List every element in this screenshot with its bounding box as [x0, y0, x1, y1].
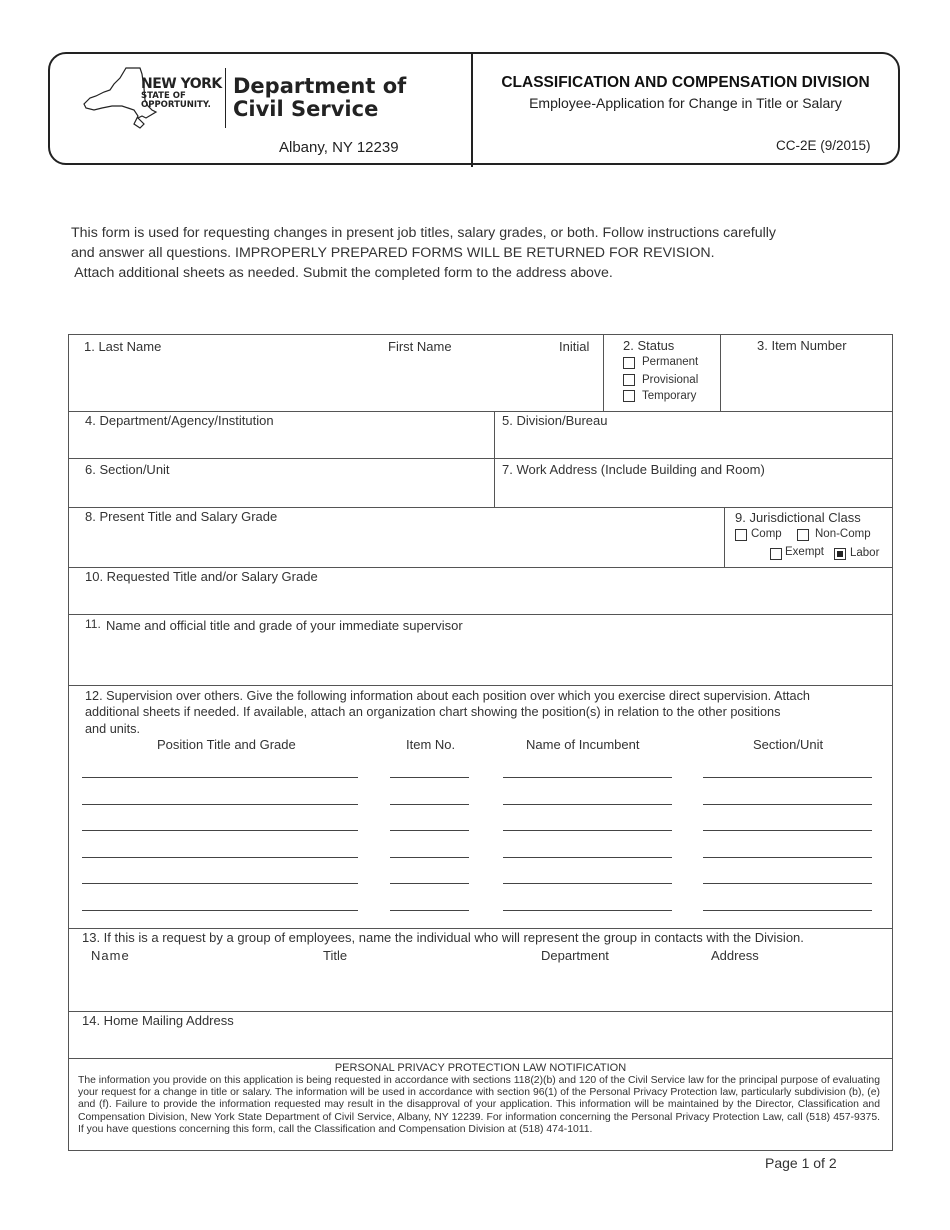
- jur-noncomp-checkbox[interactable]: [797, 529, 809, 541]
- section-label: 6. Section/Unit: [85, 462, 170, 477]
- row-divider-7: [68, 928, 893, 929]
- group-name-label: Name: [91, 948, 130, 963]
- supervision-incumbent-line[interactable]: [503, 910, 672, 911]
- logo-opportunity: OPPORTUNITY.: [141, 100, 211, 110]
- supervision-section-line[interactable]: [703, 804, 872, 805]
- department-line2: Civil Service: [233, 97, 379, 121]
- status-temporary-checkbox[interactable]: [623, 390, 635, 402]
- first-name-label: First Name: [388, 339, 452, 354]
- status-provisional-label: Provisional: [642, 374, 699, 386]
- supervisor-number: 11.: [85, 617, 101, 631]
- row-divider-8: [68, 1011, 893, 1012]
- privacy-text: The information you provide on this application is being requested in accordance with sections 118(2)(b) and 120 of the Civil Service law for the principal purpose of evaluating your request for a change in title or salary. The information will be used in accordance with section 96(1) of the Personal Privacy Protection law, particularly subdivision (b), (e) and (f). Failure to provide the information requested may result in the disapproval of your application. This information will be maintained by the Director, Classification and Compensation Division, New York State Department of Civil Service, Albany, NY 12239. For information concerning the Personal Privacy Protection Law, call (518) 457-9375. If you have questions concerning this form, call the Classification and Compensation Division at (518) 474-1011.: [78, 1075, 880, 1135]
- status-label: 2. Status: [623, 338, 675, 353]
- supervision-incumbent-line[interactable]: [503, 777, 672, 778]
- initial-field[interactable]: [545, 356, 600, 410]
- status-permanent-checkbox[interactable]: [623, 357, 635, 369]
- supervision-position-line[interactable]: [82, 910, 358, 911]
- supervision-line3: and units.: [85, 722, 141, 736]
- col-divider-item: [720, 334, 721, 411]
- jur-noncomp-label: Non-Comp: [815, 528, 871, 540]
- initial-label: Initial: [559, 339, 590, 354]
- col-incumbent-header: Name of Incumbent: [526, 737, 640, 752]
- division-label: 5. Division/Bureau: [502, 413, 608, 428]
- jur-exempt-checkbox[interactable]: [770, 548, 782, 560]
- last-name-field[interactable]: [68, 356, 368, 410]
- supervision-incumbent-line[interactable]: [503, 883, 672, 884]
- jurisdictional-label: 9. Jurisdictional Class: [735, 510, 861, 525]
- supervision-incumbent-line[interactable]: [503, 857, 672, 858]
- supervision-section-line[interactable]: [703, 910, 872, 911]
- department-line1: Department of: [233, 74, 407, 98]
- item-number-label: 3. Item Number: [757, 338, 847, 353]
- home-address-label: 14. Home Mailing Address: [82, 1013, 234, 1028]
- supervision-item-line[interactable]: [390, 830, 469, 831]
- supervisor-field[interactable]: [70, 637, 888, 683]
- supervision-section-line[interactable]: [703, 883, 872, 884]
- department-label: 4. Department/Agency/Institution: [85, 413, 274, 428]
- col-divider-status: [603, 334, 604, 411]
- logo-new-york: NEW YORK: [141, 76, 222, 92]
- form-title: Employee-Application for Change in Title or Salary: [529, 95, 842, 111]
- supervision-incumbent-line[interactable]: [503, 804, 672, 805]
- form-code: CC-2E (9/2015): [776, 138, 871, 153]
- row-divider-6: [68, 685, 893, 686]
- supervision-section-line[interactable]: [703, 777, 872, 778]
- row-divider-5: [68, 614, 893, 615]
- supervision-incumbent-line[interactable]: [503, 830, 672, 831]
- supervision-position-line[interactable]: [82, 777, 358, 778]
- supervision-line2: additional sheets if needed. If available, attach an organization chart showing the position(s) in relation to the other positions: [85, 705, 781, 719]
- group-request-label: 13. If this is a request by a group of employees, name the individual who will represent the group in contacts with the Division.: [82, 930, 804, 945]
- jur-comp-label: Comp: [751, 528, 782, 540]
- group-title-label: Title: [323, 948, 348, 963]
- jur-labor-label: Labor: [850, 547, 880, 559]
- supervision-item-line[interactable]: [390, 804, 469, 805]
- supervision-section-line[interactable]: [703, 857, 872, 858]
- requested-title-label: 10. Requested Title and/or Salary Grade: [85, 569, 318, 584]
- jur-labor-checkbox[interactable]: [834, 548, 846, 560]
- supervision-position-line[interactable]: [82, 883, 358, 884]
- department-field[interactable]: [70, 430, 490, 456]
- department-address: Albany, NY 12239: [279, 139, 399, 156]
- row-divider-9: [68, 1058, 893, 1059]
- division-title: CLASSIFICATION AND COMPENSATION DIVISION: [501, 74, 870, 91]
- supervision-item-line[interactable]: [390, 777, 469, 778]
- supervision-item-line[interactable]: [390, 857, 469, 858]
- col-divider-jur: [724, 507, 725, 567]
- item-number-field[interactable]: [722, 356, 890, 410]
- supervision-line1: 12. Supervision over others. Give the following information about each position over which you exercise direct supervision. Attach: [85, 689, 810, 703]
- last-name-label: 1. Last Name: [84, 339, 162, 354]
- row-divider-3: [68, 507, 893, 508]
- group-department-label: Department: [541, 948, 609, 963]
- intro-line1: This form is used for requesting changes in present job titles, salary grades, or both. Follow instructions carefully: [71, 225, 776, 241]
- group-representative-field[interactable]: [70, 966, 888, 1009]
- row-divider-4: [68, 567, 893, 568]
- home-address-field[interactable]: [70, 1031, 888, 1056]
- supervision-position-line[interactable]: [82, 830, 358, 831]
- work-address-label: 7. Work Address (Include Building and Room): [502, 462, 765, 477]
- col-section-header: Section/Unit: [753, 737, 824, 752]
- present-title-field[interactable]: [70, 527, 720, 565]
- row-divider-2: [68, 458, 893, 459]
- section-field[interactable]: [70, 480, 490, 506]
- page-number: Page 1 of 2: [765, 1155, 837, 1171]
- supervision-position-line[interactable]: [82, 857, 358, 858]
- supervisor-label: Name and official title and grade of your immediate supervisor: [106, 618, 463, 633]
- requested-title-field[interactable]: [70, 588, 888, 612]
- status-provisional-checkbox[interactable]: [623, 374, 635, 386]
- logo-state-of: STATE OF: [141, 91, 186, 101]
- group-address-label: Address: [711, 948, 759, 963]
- col-position-header: Position Title and Grade: [157, 737, 296, 752]
- logo-separator: [225, 68, 226, 128]
- intro-line2: and answer all questions. IMPROPERLY PREPARED FORMS WILL BE RETURNED FOR REVISION.: [71, 245, 715, 261]
- row-divider-1: [68, 411, 893, 412]
- supervision-position-line[interactable]: [82, 804, 358, 805]
- jur-comp-checkbox[interactable]: [735, 529, 747, 541]
- col-item-header: Item No.: [406, 737, 456, 752]
- work-address-field[interactable]: [497, 480, 889, 506]
- status-permanent-label: Permanent: [642, 356, 699, 368]
- first-name-field[interactable]: [380, 356, 540, 410]
- jur-exempt-label: Exempt: [785, 546, 824, 558]
- supervision-section-line[interactable]: [703, 830, 872, 831]
- present-title-label: 8. Present Title and Salary Grade: [85, 509, 278, 524]
- status-temporary-label: Temporary: [642, 390, 697, 402]
- division-field[interactable]: [497, 430, 889, 456]
- privacy-title: PERSONAL PRIVACY PROTECTION LAW NOTIFICATION: [334, 1062, 627, 1074]
- supervision-item-line[interactable]: [390, 883, 469, 884]
- col-divider-mid: [494, 411, 495, 507]
- intro-line3: Attach additional sheets as needed. Submit the completed form to the address above.: [71, 265, 613, 281]
- supervision-item-line[interactable]: [390, 910, 469, 911]
